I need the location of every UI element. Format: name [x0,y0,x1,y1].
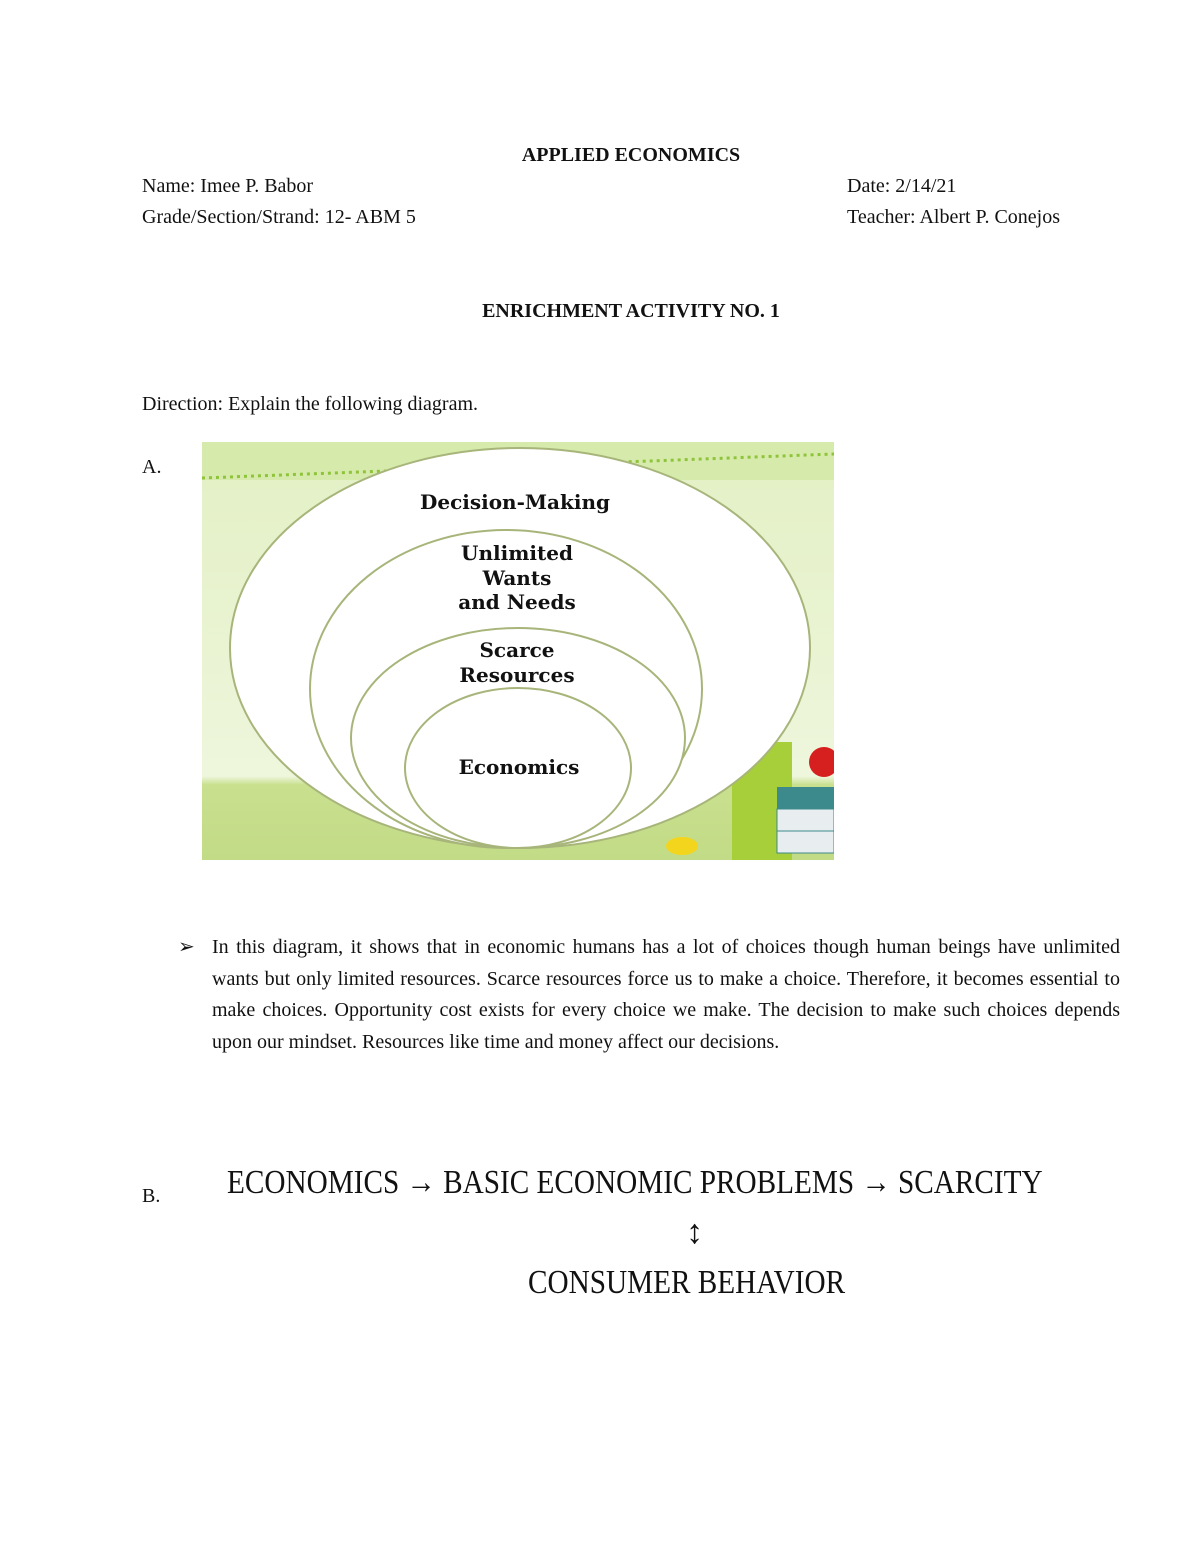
part-b-label: B. [142,1185,161,1207]
label-decision-making: Decision-Making [420,490,610,514]
date: Date: 2/14/21 [847,175,957,197]
teacher: Teacher: Albert P. Conejos [847,206,1060,228]
label-economics: Economics [458,755,580,779]
label-wants: Wants [482,566,552,590]
direction: Direction: Explain the following diagram. [142,393,479,415]
grade-section: Grade/Section/Strand: 12- ABM 5 [142,206,416,228]
nested-circles-diagram [202,442,834,860]
part-a-label: A. [142,456,162,478]
label-and-needs: and Needs [458,590,576,614]
activity-title: ENRICHMENT ACTIVITY NO. 1 [482,300,780,322]
diagram-image [202,442,834,860]
double-arrow-icon: ↕ [686,1214,703,1251]
explanation-paragraph: In this diagram, it shows that in economic humans has a lot of choices though human beings have unlimited wants but only limited resources. Scarce resources force us to make a choice. Therefore, it becomes essential to make choices. Opportunity cost exists for every choice we make. The decision to make such choices depends upon our mindset. Resources like time and money affect our decisions. [212,936,1120,1053]
flow-line: ECONOMICS → BASIC ECONOMIC PROBLEMS → SCARCITY [227,1164,1043,1201]
label-scarce: Scarce [479,638,555,662]
label-resources: Resources [459,663,575,687]
consumer-behavior: CONSUMER BEHAVIOR [528,1264,846,1301]
candy-icon [666,837,698,855]
document-title: APPLIED ECONOMICS [521,144,741,166]
label-unlimited: Unlimited [461,541,573,565]
arrow-bullet-icon: ➢ [178,936,195,958]
student-name: Name: Imee P. Babor [142,175,314,197]
